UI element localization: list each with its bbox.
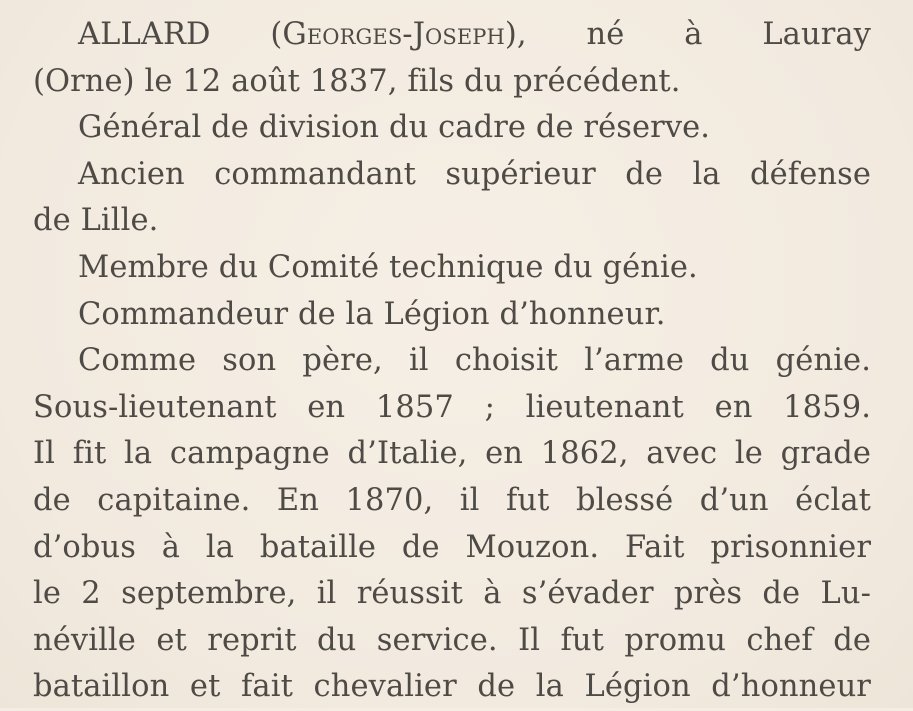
text-line: d’obus à la bataille de Mouzon. Fait prisonnier xyxy=(33,529,871,565)
text-line: le 2 septembre, il réussit à s’évader près de Lu- xyxy=(33,576,871,612)
text-line: Sous-lieutenant en 1857 ; lieutenant en 1859. xyxy=(33,389,871,425)
page-text xyxy=(33,12,871,711)
text-line: Il fit la campagne d’Italie, en 1862, avec le grade xyxy=(33,436,871,472)
text-line: de capitaine. En 1870, il fut blessé d’un éclat xyxy=(33,482,871,518)
text-line: néville et reprit du service. Il fut promu chef de xyxy=(33,622,871,658)
text-line: Membre du Comité technique du génie. xyxy=(78,249,698,285)
text-line: de Lille. xyxy=(33,203,159,239)
text-line: Général de division du cadre de réserve. xyxy=(78,110,711,146)
text-line: Commandeur de la Légion d’honneur. xyxy=(78,296,666,332)
text-line: bataillon et fait chevalier de la Légion d’honneur xyxy=(33,669,871,705)
text-line: Ancien commandant supérieur de la défense xyxy=(78,156,871,192)
text-line: (Orne) le 12 août 1837, fils du précédent. xyxy=(33,63,681,99)
text-line: Comme son père, il choisit l’arme du génie. xyxy=(78,343,871,379)
text-line: ALLARD (Georges-Joseph), né à Lauray xyxy=(78,17,871,52)
